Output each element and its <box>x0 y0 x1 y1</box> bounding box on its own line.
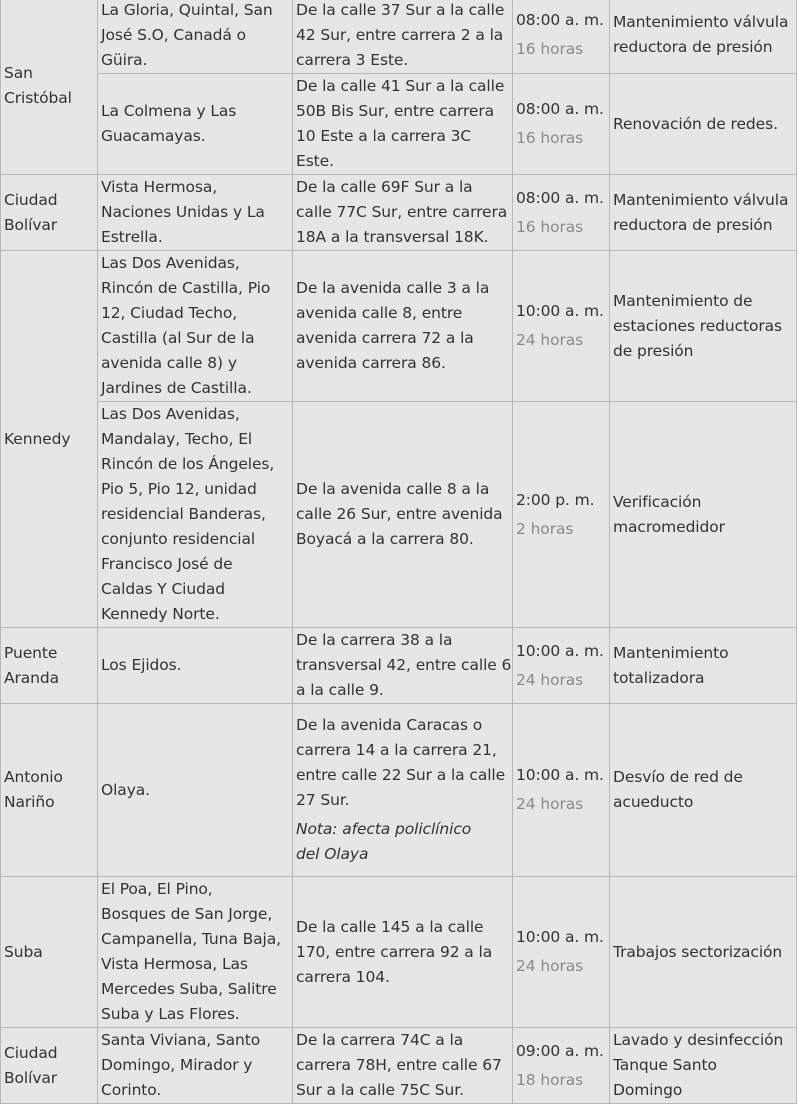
sector-text: De la avenida calle 8 a la <box>296 480 490 498</box>
locality-cell <box>1 175 98 251</box>
sector-cell <box>293 628 513 704</box>
start-time: 10:00 a. m. <box>516 766 604 784</box>
neighborhoods-text: Las Dos Avenidas, <box>101 254 240 272</box>
schedule-table-body <box>1 0 797 1104</box>
locality-cell <box>1 251 98 628</box>
neighborhoods-text: Estrella. <box>101 228 163 246</box>
duration: 16 horas <box>516 40 584 58</box>
table-row <box>1 175 797 251</box>
sector-text: avenida carrera 86. <box>296 354 446 372</box>
reason-cell <box>610 402 797 628</box>
sector-cell <box>293 704 513 877</box>
neighborhoods-text: Güira. <box>101 50 148 69</box>
note-text: Nota: afecta policlínico <box>296 820 472 838</box>
reason-cell <box>610 704 797 877</box>
sector-cell <box>293 402 513 628</box>
start-time: 08:00 a. m. <box>516 11 604 29</box>
neighborhoods-cell <box>98 628 293 704</box>
table-row <box>1 628 797 704</box>
table-row <box>1 251 797 402</box>
reason-text: Desvío de red de <box>613 768 743 786</box>
time-cell <box>513 628 610 704</box>
reason-text: Tanque Santo <box>613 1056 717 1074</box>
neighborhoods-text: Domingo, Mirador y <box>101 1056 253 1074</box>
time-cell <box>513 74 610 175</box>
duration: 24 horas <box>516 670 584 689</box>
reason-cell <box>610 628 797 704</box>
sector-text: entre calle 22 Sur a la calle <box>296 766 506 784</box>
neighborhoods-cell <box>98 877 293 1028</box>
sector-text: calle 26 Sur, entre avenida <box>296 505 503 523</box>
time-cell <box>513 877 610 1028</box>
neighborhoods-text: Rincón de los Ángeles, <box>101 455 275 473</box>
neighborhoods-cell <box>98 402 293 628</box>
neighborhoods-text: Corinto. <box>101 1081 162 1099</box>
neighborhoods-text: 12, Ciudad Techo, <box>101 304 238 322</box>
time-cell <box>513 175 610 251</box>
reason-text: Mantenimiento válvula <box>613 13 789 31</box>
neighborhoods-text: Vista Hermosa, <box>101 178 218 196</box>
sector-cell <box>293 0 513 74</box>
duration: 24 horas <box>516 957 584 975</box>
sector-text: 18A a la transversal 18K. <box>296 228 489 246</box>
locality-cell <box>1 877 98 1028</box>
reason-cell <box>610 175 797 251</box>
neighborhoods-text: El Poa, El Pino, <box>101 880 213 898</box>
neighborhoods-text: Olaya. <box>101 780 151 799</box>
start-time: 10:00 a. m. <box>516 641 604 660</box>
locality-cell <box>1 628 98 704</box>
reason-cell <box>610 251 797 402</box>
reason-text: Mantenimiento válvula <box>613 190 789 209</box>
locality-name: Puente <box>4 643 58 662</box>
reason-text: acueducto <box>613 793 694 811</box>
reason-text: estaciones reductoras <box>613 316 783 335</box>
time-cell <box>513 251 610 402</box>
sector-text: 42 Sur, entre carrera 2 a la <box>296 25 504 44</box>
neighborhoods-text: Campanella, Tuna Baja, <box>101 930 281 948</box>
locality-name: Bolívar <box>4 215 58 234</box>
neighborhoods-text: conjunto residencial <box>101 530 256 548</box>
neighborhoods-text: Mandalay, Techo, El <box>101 430 253 448</box>
sector-text: calle 77C Sur, entre carrera <box>296 203 508 221</box>
table-row <box>1 704 797 877</box>
locality-name: Kennedy <box>4 429 71 448</box>
sector-text: De la avenida Caracas o <box>296 716 483 734</box>
note-text: del Olaya <box>296 845 369 863</box>
locality-name: Ciudad <box>4 190 58 209</box>
duration: 16 horas <box>516 129 584 147</box>
sector-cell <box>293 877 513 1028</box>
sector-text: carrera 78H, entre calle 67 <box>296 1056 502 1074</box>
sector-cell <box>293 175 513 251</box>
start-time: 10:00 a. m. <box>516 302 604 320</box>
reason-text: Mantenimiento <box>613 643 729 662</box>
locality-name: Aranda <box>4 668 60 687</box>
start-time: 08:00 a. m. <box>516 100 604 118</box>
neighborhoods-text: Las Dos Avenidas, <box>101 405 240 423</box>
sector-cell <box>293 74 513 175</box>
sector-text: carrera 104. <box>296 967 390 986</box>
neighborhoods-text: Naciones Unidas y La <box>101 203 265 221</box>
table-row <box>1 1028 797 1104</box>
reason-text: Mantenimiento de <box>613 291 753 310</box>
neighborhoods-text: Bosques de San Jorge, <box>101 905 273 923</box>
sector-text: transversal 42, entre calle 6 <box>296 656 512 674</box>
sector-text: 170, entre carrera 92 a la <box>296 942 493 961</box>
sector-text: De la carrera 38 a la <box>296 631 453 649</box>
reason-text: Domingo <box>613 1081 683 1099</box>
reason-text: Lavado y desinfección <box>613 1031 784 1049</box>
neighborhoods-cell <box>98 251 293 402</box>
reason-text: de presión <box>613 341 694 360</box>
duration: 16 horas <box>516 217 584 236</box>
time-cell <box>513 0 610 74</box>
sector-cell <box>293 1028 513 1104</box>
neighborhoods-text: Caldas Y Ciudad <box>101 580 225 598</box>
neighborhoods-text: Vista Hermosa, Las <box>101 955 248 973</box>
neighborhoods-cell <box>98 74 293 175</box>
reason-text: macromedidor <box>613 517 725 536</box>
locality-cell <box>1 0 98 175</box>
neighborhoods-text: residencial Banderas, <box>101 505 266 523</box>
reason-cell <box>610 0 797 74</box>
sector-text: avenida calle 8, entre <box>296 304 463 322</box>
neighborhoods-text: Mercedes Suba, Salitre <box>101 980 277 998</box>
reason-text: Verificación <box>613 492 702 511</box>
neighborhoods-text: La Colmena y Las <box>101 102 237 120</box>
neighborhoods-text: Castilla (al Sur de la <box>101 329 255 347</box>
sector-text: Sur a la calle 75C Sur. <box>296 1081 464 1099</box>
neighborhoods-cell <box>98 704 293 877</box>
neighborhoods-text: Kennedy Norte. <box>101 605 220 623</box>
locality-name: Suba <box>4 942 43 961</box>
reason-text: reductora de presión <box>613 38 773 56</box>
neighborhoods-text: Francisco José de <box>101 555 233 573</box>
duration: 2 horas <box>516 519 574 538</box>
neighborhoods-text: Suba y Las Flores. <box>101 1005 240 1023</box>
locality-name: Cristóbal <box>4 88 72 107</box>
reason-cell <box>610 877 797 1028</box>
table-row <box>1 402 797 628</box>
neighborhoods-cell <box>98 0 293 74</box>
table-row <box>1 74 797 175</box>
neighborhoods-text: Los Ejidos. <box>101 656 182 674</box>
time-cell <box>513 704 610 877</box>
neighborhoods-text: Guacamayas. <box>101 127 206 145</box>
time-cell <box>513 402 610 628</box>
reason-text: Renovación de redes. <box>613 114 778 133</box>
sector-text: 27 Sur. <box>296 791 350 809</box>
sector-text: De la carrera 74C a la <box>296 1031 464 1049</box>
sector-text: 10 Este a la carrera 3C <box>296 127 472 145</box>
start-time: 09:00 a. m. <box>516 1041 604 1060</box>
reason-text: reductora de presión <box>613 215 773 234</box>
sector-text: De la calle 145 a la calle <box>296 917 484 936</box>
sector-text: De la calle 69F Sur a la <box>296 178 473 196</box>
sector-text: 50B Bis Sur, entre carrera <box>296 102 495 120</box>
start-time: 08:00 a. m. <box>516 188 604 207</box>
locality-name: Bolívar <box>4 1068 58 1087</box>
sector-cell <box>293 251 513 402</box>
sector-text: avenida carrera 72 a la <box>296 329 474 347</box>
locality-cell <box>1 704 98 877</box>
neighborhoods-text: avenida calle 8) y <box>101 354 237 372</box>
sector-text: Boyacá a la carrera 80. <box>296 530 474 548</box>
table-row <box>1 877 797 1028</box>
neighborhoods-cell <box>98 175 293 251</box>
neighborhoods-text: La Gloria, Quintal, San <box>101 0 273 19</box>
reason-cell <box>610 74 797 175</box>
time-cell <box>513 1028 610 1104</box>
sector-text: a la calle 9. <box>296 681 384 699</box>
neighborhoods-text: Santa Viviana, Santo <box>101 1031 261 1049</box>
neighborhoods-text: Pio 5, Pio 12, unidad <box>101 480 257 498</box>
locality-name: Ciudad <box>4 1043 58 1062</box>
sector-text: carrera 14 a la carrera 21, <box>296 741 497 759</box>
table-row <box>1 0 797 74</box>
duration: 24 horas <box>516 795 584 813</box>
sector-text: Este. <box>296 152 334 170</box>
reason-text: totalizadora <box>613 668 705 687</box>
sector-text: De la calle 41 Sur a la calle <box>296 77 505 95</box>
locality-cell <box>1 1028 98 1104</box>
duration: 24 horas <box>516 331 584 349</box>
sector-text: carrera 3 Este. <box>296 50 409 69</box>
locality-name: San <box>4 63 33 82</box>
neighborhoods-text: Jardines de Castilla. <box>101 379 252 397</box>
neighborhoods-text: José S.O, Canadá o <box>101 25 247 44</box>
locality-name: Nariño <box>4 793 55 811</box>
neighborhoods-cell <box>98 1028 293 1104</box>
reason-text: Trabajos sectorización <box>613 942 783 961</box>
neighborhoods-text: Rincón de Castilla, Pio <box>101 279 271 297</box>
locality-name: Antonio <box>4 768 63 786</box>
sector-text: De la calle 37 Sur a la calle <box>296 0 505 19</box>
reason-cell <box>610 1028 797 1104</box>
start-time: 2:00 p. m. <box>516 490 595 509</box>
sector-text: De la avenida calle 3 a la <box>296 279 490 297</box>
duration: 18 horas <box>516 1070 584 1089</box>
start-time: 10:00 a. m. <box>516 928 604 946</box>
